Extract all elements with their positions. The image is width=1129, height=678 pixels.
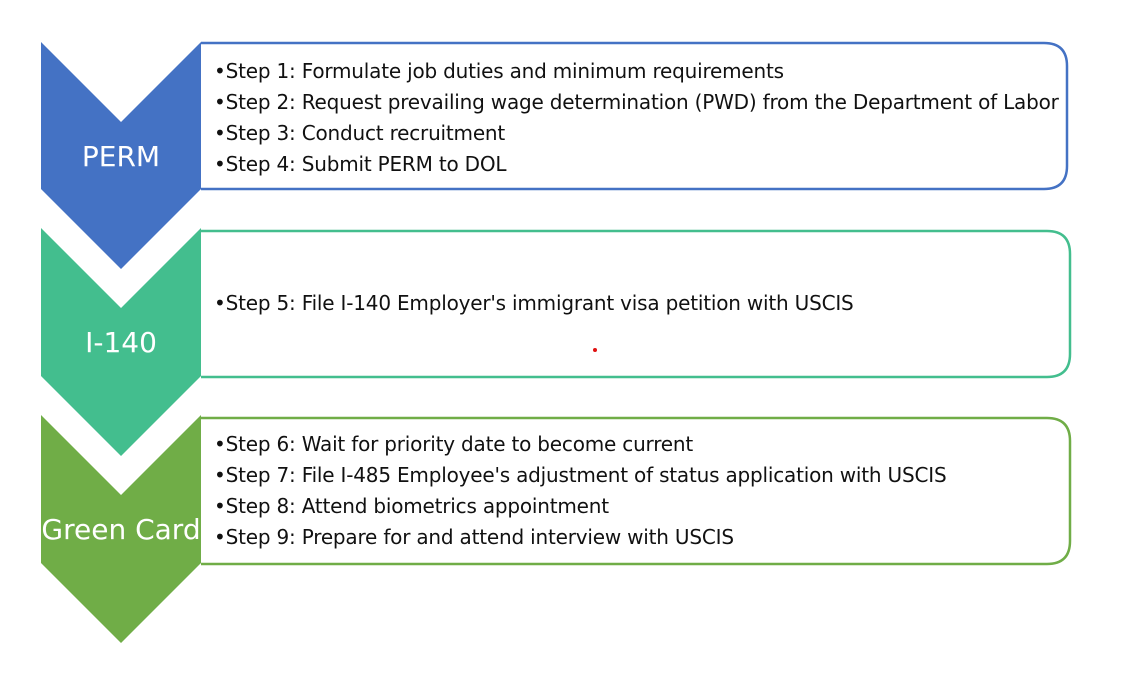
perm-step-list: [214, 56, 1059, 180]
stray-red-dot: [593, 348, 597, 352]
step-item: • Step 5: File I-140 Employer's immigrant visa petition with USCIS: [214, 288, 854, 319]
step-item: • Step 1: Formulate job duties and minimum requirements: [214, 56, 1059, 87]
step-item: • Step 7: File I-485 Employee's adjustment of status application with USCIS: [214, 460, 946, 491]
step-item: • Step 9: Prepare for and attend interview with USCIS: [214, 522, 946, 553]
step-item: • Step 6: Wait for priority date to become current: [214, 429, 946, 460]
green-card-step-list: [214, 429, 946, 553]
stage-label-i140: I-140: [85, 326, 157, 359]
i140-step-list: [214, 288, 854, 319]
step-item: • Step 3: Conduct recruitment: [214, 118, 1059, 149]
step-item: • Step 8: Attend biometrics appointment: [214, 491, 946, 522]
step-item: • Step 2: Request prevailing wage determination (PWD) from the Department of Labor: [214, 87, 1059, 118]
stage-label-green-card: Green Card: [41, 513, 201, 546]
stage-label-perm: PERM: [81, 140, 161, 173]
step-item: • Step 4: Submit PERM to DOL: [214, 149, 1059, 180]
